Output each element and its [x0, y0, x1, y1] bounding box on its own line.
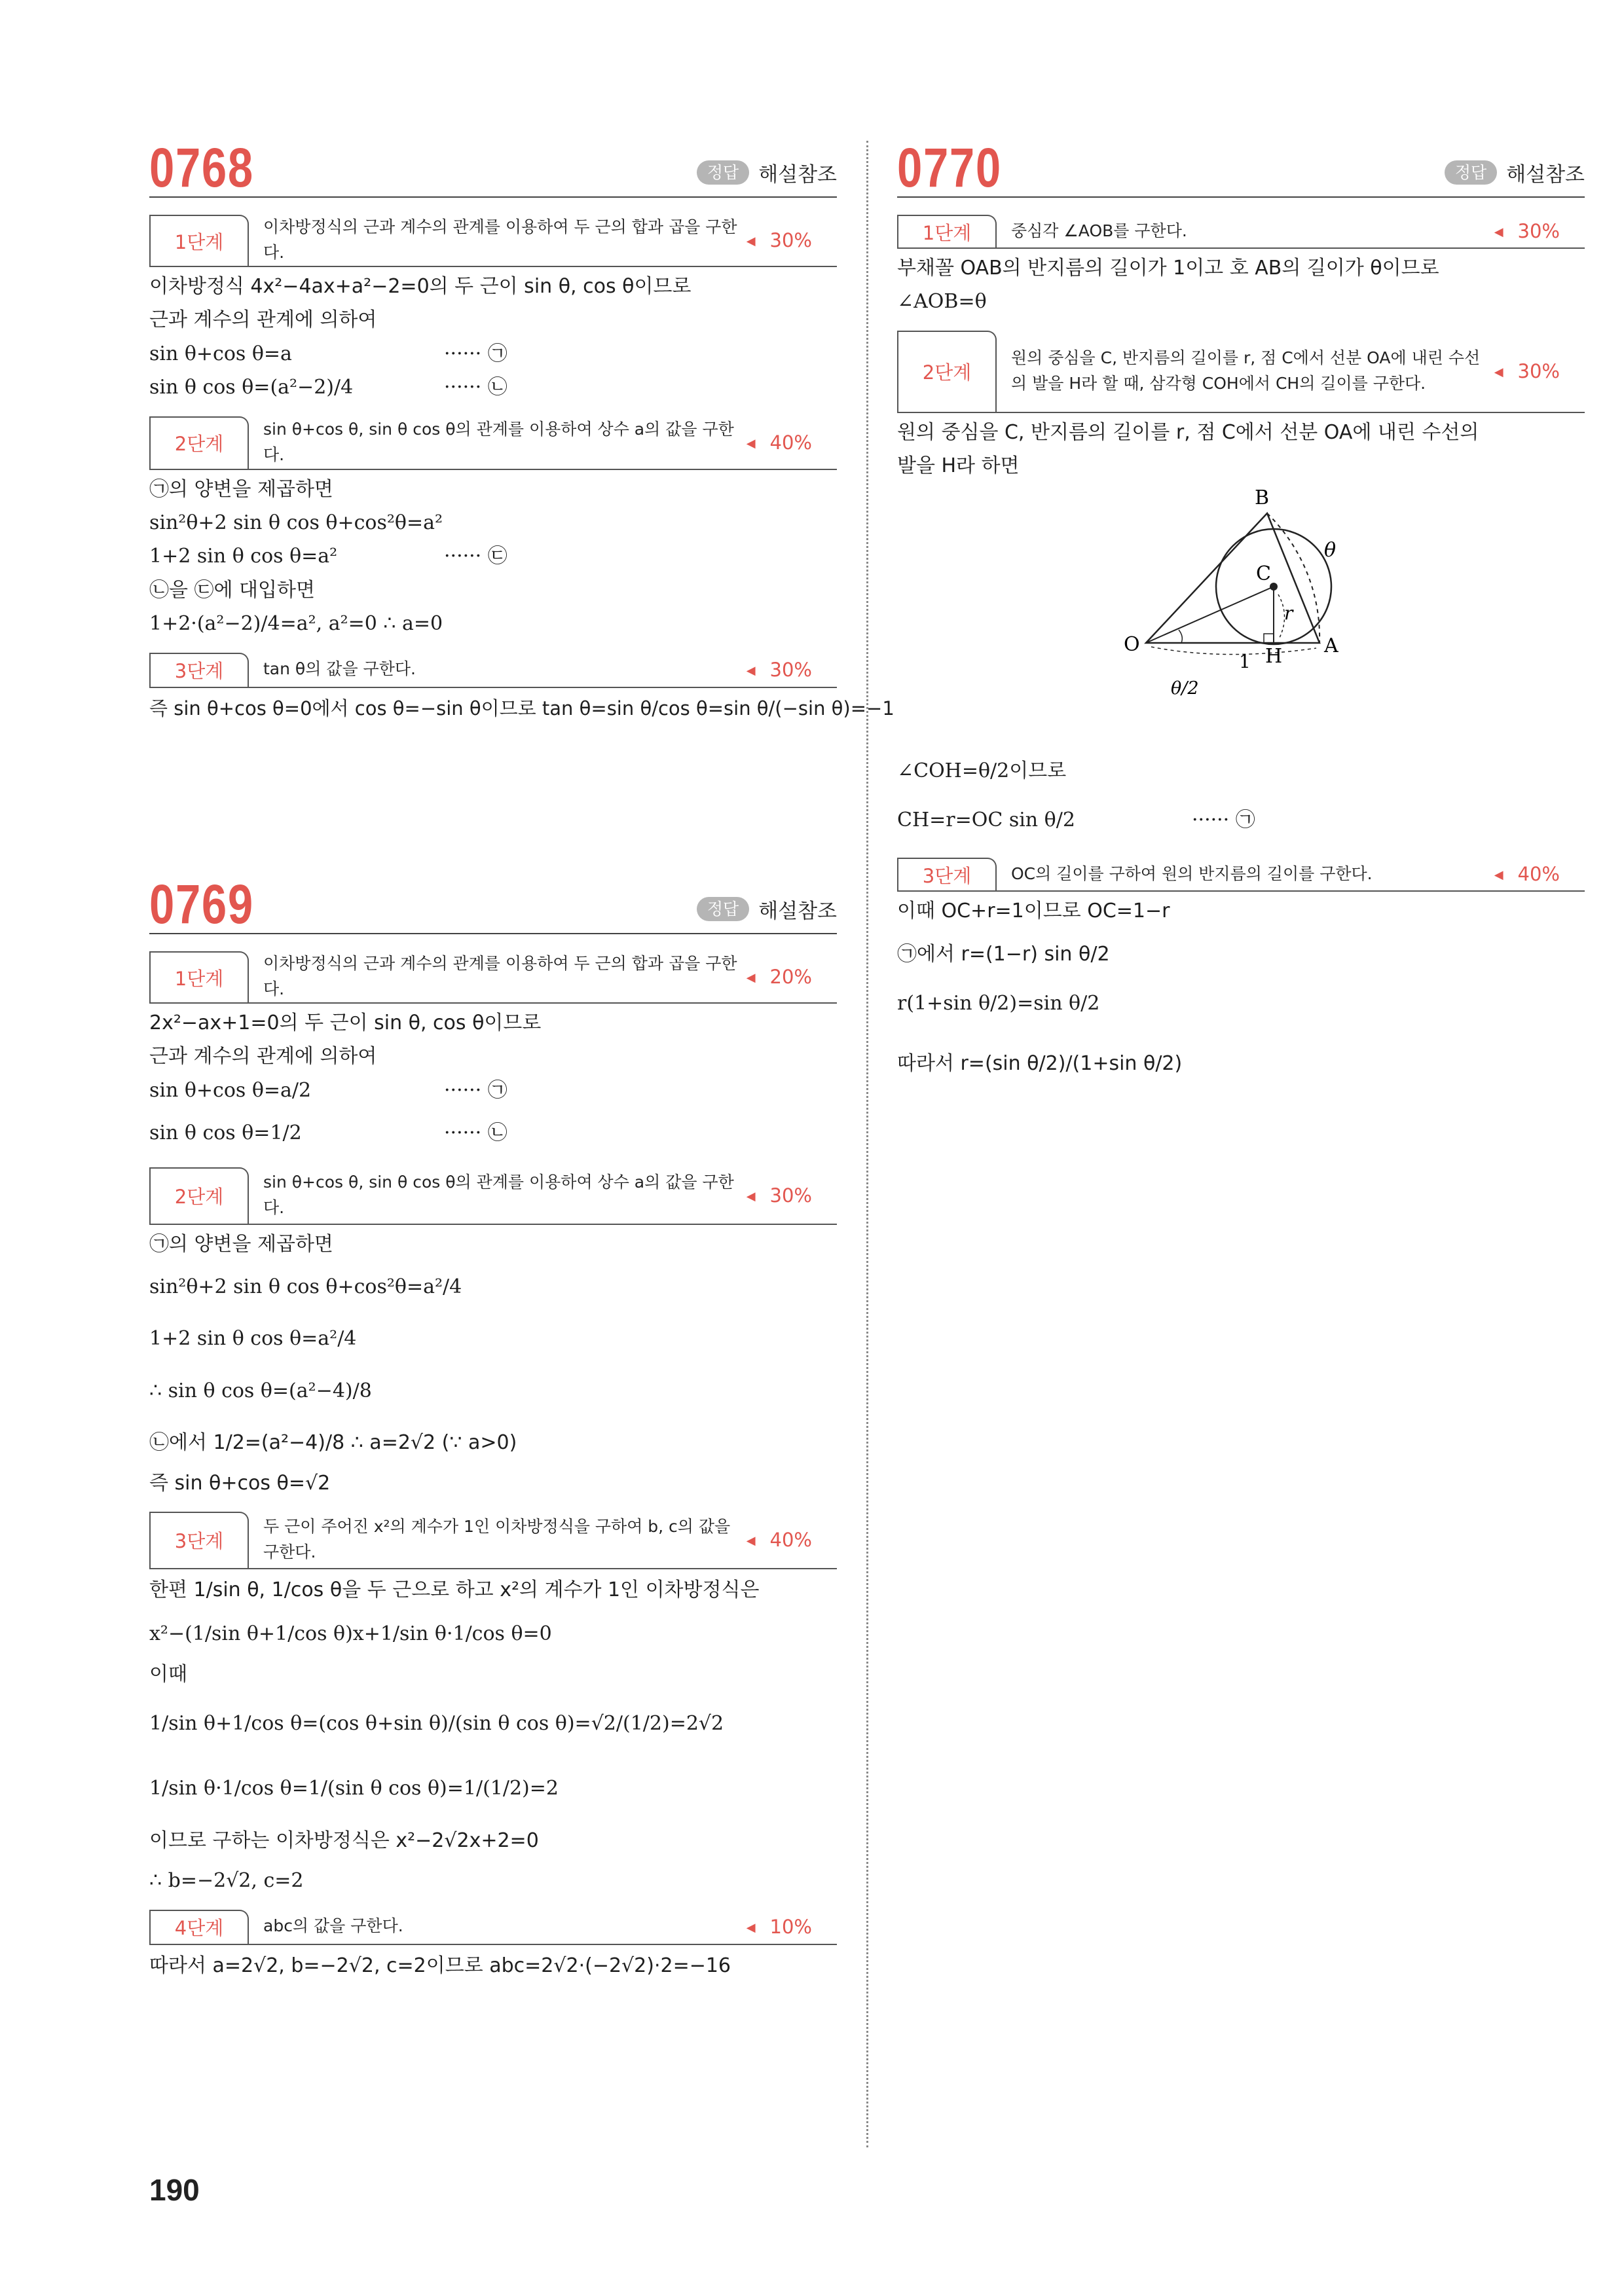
step-tag: 1단계: [897, 215, 997, 247]
equation: sin θ cos θ=1/2: [149, 1121, 302, 1145]
step-percent: ◀ 10%: [747, 1916, 812, 1938]
equation-marker: ······ ㉠: [444, 342, 507, 365]
right-angle-mark: [1264, 634, 1274, 643]
solution-line: 근과 계수의 관계에 의하여: [149, 308, 377, 332]
step-percent: ◀ 30%: [1494, 220, 1560, 242]
solution-line: ㉡을 ㉢에 대입하면: [149, 578, 315, 602]
step-description: 이차방정식의 근과 계수의 관계를 이용하여 두 근의 합과 곱을 구한다.: [263, 954, 737, 998]
step-percent: ◀ 20%: [747, 966, 812, 988]
step-description: sin θ+cos θ, sin θ cos θ의 관계를 이용하여 상수 a의 값을 구한다.: [263, 419, 734, 464]
solution-line: x²−(1/sin θ+1/cos θ)x+1/sin θ·1/cos θ=0: [149, 1622, 552, 1646]
step-tag: 3단계: [149, 1512, 249, 1568]
problem-0769: [149, 871, 837, 1977]
problem-0770: [897, 134, 1585, 1075]
step-percent: ◀ 40%: [747, 1529, 812, 1551]
solution-line: 원의 중심을 C, 반지름의 길이를 r, 점 C에서 선분 OA에 내린 수선의: [897, 420, 1479, 444]
segment-oc: [1146, 587, 1274, 643]
step-2: [897, 331, 1585, 413]
step-tag: 1단계: [149, 951, 249, 1002]
label-a: A: [1324, 634, 1338, 657]
solution-line: 이차방정식 4x²−4ax+a²−2=0의 두 근이 sin θ, cos θ이므로: [149, 275, 692, 298]
step-percent: ◀ 30%: [747, 659, 812, 681]
equation-marker: ······ ㉢: [444, 545, 507, 568]
page-number: 190: [149, 2173, 200, 2207]
half-angle-arc: [1179, 630, 1182, 643]
step-percent: ◀ 30%: [1494, 360, 1560, 382]
label-c: C: [1256, 562, 1271, 585]
step-1: [149, 951, 837, 1004]
label-theta: θ: [1324, 538, 1337, 562]
solution-line: [149, 1079, 837, 1102]
answer-badge: 정답: [697, 897, 749, 922]
solution-line: 이때: [149, 1662, 187, 1686]
solution-line: 근과 계수의 관계에 의하여: [149, 1045, 377, 1068]
solution-line: 한편 1/sin θ, 1/cos θ을 두 근으로 하고 x²의 계수가 1인 이차방정식은: [149, 1578, 760, 1601]
step-3: [149, 653, 837, 688]
solution-line: 부채꼴 OAB의 반지름의 길이가 1이고 호 AB의 길이가 θ이므로: [897, 257, 1439, 280]
step-tag: 1단계: [149, 215, 249, 266]
step-percent: ◀ 40%: [747, 431, 812, 454]
step-3: [897, 858, 1585, 892]
step-2: [149, 1167, 837, 1225]
solution-line: 따라서 a=2√2, b=−2√2, c=2이므로 abc=2√2·(−2√2)·2=−16: [149, 1954, 731, 1977]
step-percent: ◀ 30%: [747, 1184, 812, 1207]
equation: sin θ+cos θ=a/2: [149, 1078, 312, 1102]
step-tag: 2단계: [897, 331, 997, 412]
solution-line: 즉 sin θ+cos θ=√2: [149, 1471, 331, 1495]
equation-marker: ······ ㉡: [444, 1121, 507, 1145]
step-tag: 3단계: [149, 653, 249, 687]
answer-text: 해설참조: [1506, 163, 1585, 187]
solution-line: 즉 sin θ+cos θ=0에서 cos θ=−sin θ이므로 tan θ=sin θ/cos θ=sin θ/(−sin θ)=−1: [149, 697, 895, 720]
problem-header: [149, 871, 837, 934]
geometry-figure: [897, 484, 1585, 746]
solution-line: 따라서 r=(sin θ/2)/(1+sin θ/2): [897, 1051, 1183, 1075]
label-b: B: [1255, 486, 1270, 509]
problem-number: 0770: [897, 137, 1002, 198]
answer-badge: 정답: [697, 160, 749, 185]
equation: CH=r=OC sin θ/2: [897, 808, 1075, 831]
step-tag: 2단계: [149, 1167, 249, 1224]
equation: 1+2 sin θ cos θ=a²: [149, 545, 338, 568]
problem-0768: [149, 134, 895, 720]
step-description: tan θ의 값을 구한다.: [263, 659, 416, 679]
solution-line: ㉠의 양변을 제곱하면: [149, 477, 333, 501]
step-description: OC의 길이를 구하여 원의 반지름의 길이를 구한다.: [1011, 864, 1373, 883]
step-1: [897, 215, 1585, 249]
answer-label: [1445, 158, 1585, 187]
label-h: H: [1265, 644, 1283, 668]
solution-line: 이때 OC+r=1이므로 OC=1−r: [897, 900, 1170, 923]
solution-line: ㉠의 양변을 제곱하면: [149, 1232, 333, 1256]
solution-line: 1+2·(a²−2)/4=a², a²=0 ∴ a=0: [149, 612, 443, 636]
solution-line: 2x²−ax+1=0의 두 근이 sin θ, cos θ이므로: [149, 1011, 542, 1034]
problem-number: 0768: [149, 137, 254, 198]
solution-line: r(1+sin θ/2)=sin θ/2: [897, 992, 1100, 1015]
problem-number: 0769: [149, 873, 254, 935]
equation: sin θ+cos θ=a: [149, 342, 292, 365]
step-description: 원의 중심을 C, 반지름의 길이를 r, 점 C에서 선분 OA에 내린 수선의 발을 H라 할 때, 삼각형 COH에서 CH의 길이를 구한다.: [1011, 348, 1481, 393]
step-percent: ◀ 30%: [747, 229, 812, 251]
solution-line: 이므로 구하는 이차방정식은 x²−2√2x+2=0: [149, 1829, 539, 1852]
solution-line: 발을 H라 하면: [897, 454, 1020, 478]
solution-line: 1+2 sin θ cos θ=a²/4: [149, 1327, 357, 1351]
step-2: [149, 416, 837, 470]
equation-marker: ······ ㉠: [1192, 808, 1255, 831]
solution-line: [149, 1121, 837, 1144]
step-description: 중심각 ∠AOB를 구한다.: [1011, 221, 1187, 240]
solution-line: [149, 342, 837, 365]
problem-header: [897, 134, 1585, 198]
solution-line: ㉡에서 1/2=(a²−4)/8 ∴ a=2√2 (∵ a>0): [149, 1431, 517, 1455]
column-divider: [866, 141, 868, 2147]
step-description: sin θ+cos θ, sin θ cos θ의 관계를 이용하여 상수 a의 값을 구한다.: [263, 1172, 734, 1217]
step-percent: ◀ 40%: [1494, 863, 1560, 885]
label-r: r: [1284, 602, 1293, 624]
solution-line: [149, 545, 837, 568]
solution-line: ∴ b=−2√2, c=2: [149, 1869, 304, 1893]
step-description: 이차방정식의 근과 계수의 관계를 이용하여 두 근의 합과 곱을 구한다.: [263, 217, 737, 262]
step-description: abc의 값을 구한다.: [263, 1916, 403, 1936]
answer-badge: 정답: [1445, 160, 1497, 185]
step-3: [149, 1512, 837, 1569]
step-1: [149, 215, 837, 267]
label-half-theta: θ/2: [1171, 678, 1199, 699]
step-tag: 3단계: [897, 858, 997, 890]
step-description: 두 근이 주어진 x²의 계수가 1인 이차방정식을 구하여 b, c의 값을 구한다.: [263, 1517, 731, 1561]
solution-line: ∴ sin θ cos θ=(a²−4)/8: [149, 1379, 372, 1402]
solution-line: [149, 376, 837, 399]
radius-one-arc: [1151, 647, 1316, 655]
step-tag: 2단계: [149, 416, 249, 469]
step-4: [149, 1910, 837, 1945]
solution-line: ㉠에서 r=(1−r) sin θ/2: [897, 942, 1110, 966]
solution-line: sin²θ+2 sin θ cos θ+cos²θ=a²/4: [149, 1275, 462, 1298]
answer-label: [697, 158, 837, 187]
solution-line: sin²θ+2 sin θ cos θ+cos²θ=a²: [149, 511, 443, 534]
equation: sin θ cos θ=(a²−2)/4: [149, 376, 354, 399]
solution-line: ∠COH=θ/2이므로: [897, 759, 1067, 782]
equation-marker: ······ ㉡: [444, 376, 507, 399]
solution-line: [897, 809, 1585, 831]
label-one: 1: [1239, 650, 1251, 672]
solution-line: 1/sin θ·1/cos θ=1/(sin θ cos θ)=1/(1/2)=2: [149, 1777, 559, 1800]
answer-label: [697, 894, 837, 924]
answer-text: 해설참조: [758, 163, 837, 187]
problem-header: [149, 134, 837, 198]
step-tag: 4단계: [149, 1910, 249, 1944]
answer-text: 해설참조: [758, 900, 837, 923]
label-o: O: [1124, 632, 1140, 656]
solution-line: 1/sin θ+1/cos θ=(cos θ+sin θ)/(sin θ cos θ)=√2/(1/2)=2√2: [149, 1712, 724, 1736]
solution-line: ∠AOB=θ: [897, 290, 987, 314]
equation-marker: ······ ㉠: [444, 1078, 507, 1102]
